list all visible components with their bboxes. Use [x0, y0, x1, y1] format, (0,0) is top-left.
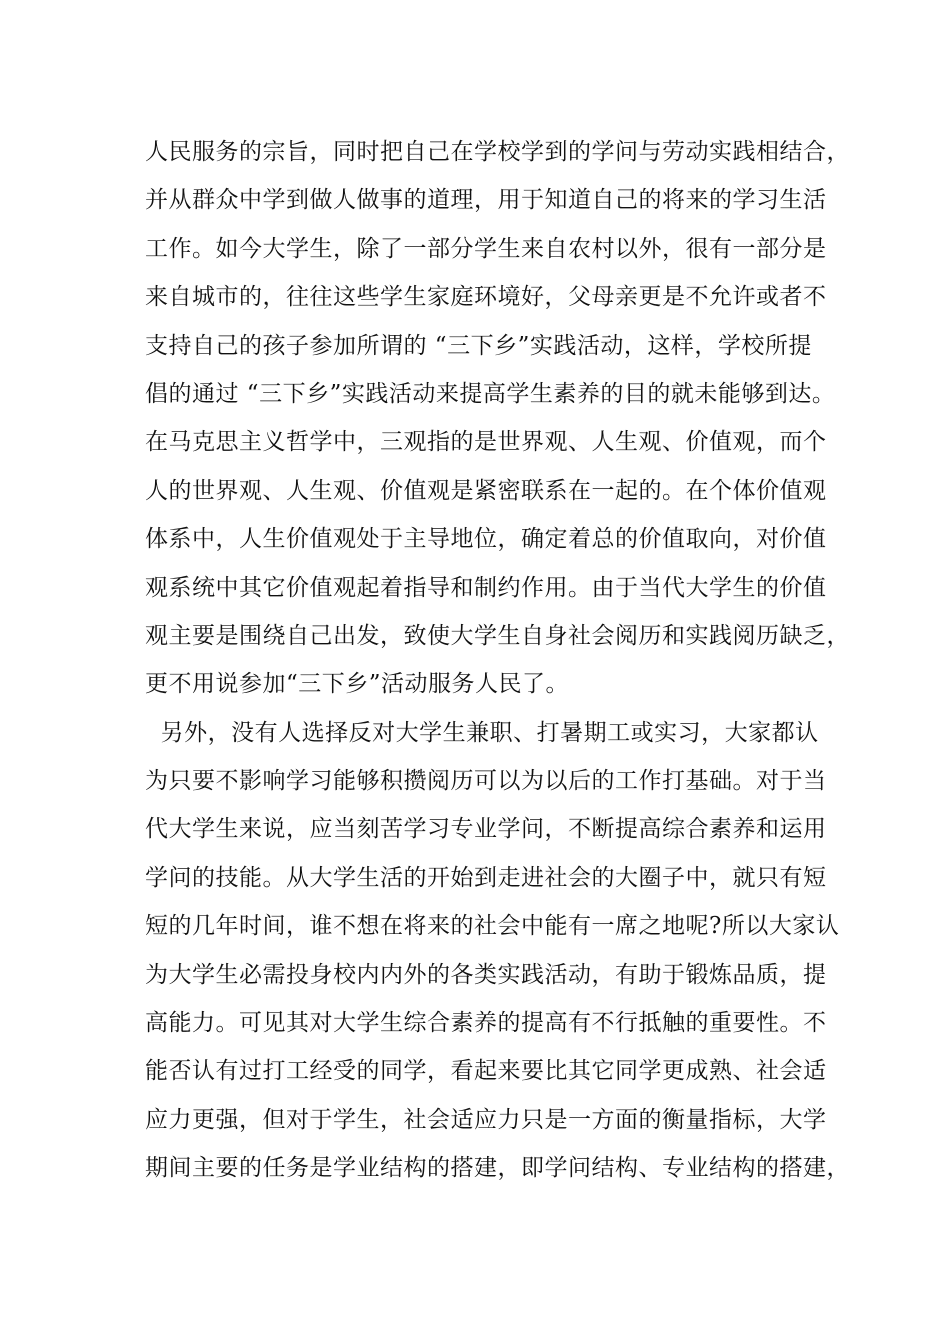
text-line: 为大学生必需投身校内内外的各类实践活动，有助于锻炼品质，提 [145, 961, 827, 988]
text-line: 能否认有过打工经受的同学，看起来要比其它同学更成熟、社会适 [145, 1058, 827, 1085]
text-line: 观主要是围绕自己出发，致使大学生自身社会阅历和实践阅历缺乏， [145, 622, 850, 649]
text-line: 并从群众中学到做人做事的道理，用于知道自己的将来的学习生活 [145, 187, 827, 214]
body-text [145, 128, 850, 1193]
text-line: 倡的通过 “三下乡”实践活动来提高学生素养的目的就未能够到达。 [145, 380, 836, 407]
text-line: 工作。如今大学生，除了一部分学生来自农村以外，很有一部分是 [145, 235, 827, 262]
text-line: 应力更强，但对于学生，社会适应力只是一方面的衡量指标，大学 [145, 1106, 827, 1133]
text-line: 观系统中其它价值观起着指导和制约作用。由于当代大学生的价值 [145, 574, 827, 601]
text-line: 学问的技能。从大学生活的开始到走进社会的大圈子中，就只有短 [145, 864, 827, 891]
text-line: 高能力。可见其对大学生综合素养的提高有不行抵触的重要性。不 [145, 1010, 827, 1037]
text-line: 另外，没有人选择反对大学生兼职、打暑期工或实习，大家都认 [145, 719, 819, 746]
text-line: 期间主要的任务是学业结构的搭建，即学问结构、专业结构的搭建， [145, 1155, 850, 1182]
text-line: 在马克思主义哲学中，三观指的是世界观、人生观、价值观，而个 [145, 429, 827, 456]
text-line: 支持自己的孩子参加所谓的 “三下乡”实践活动，这样，学校所提 [145, 332, 812, 359]
text-line: 人民服务的宗旨，同时把自己在学校学到的学问与劳动实践相结合， [145, 139, 850, 165]
text-line: 体系中，人生价值观处于主导地位，确定着总的价值取向，对价值 [145, 526, 827, 553]
text-line: 更不用说参加“三下乡”活动服务人民了。 [145, 671, 570, 698]
text-line: 人的世界观、人生观、价值观是紧密联系在一起的。在个体价值观 [145, 477, 827, 504]
text-line: 短的几年时间，谁不想在将来的社会中能有一席之地呢?所以大家认 [145, 913, 840, 940]
text-line: 来自城市的，往往这些学生家庭环境好，父母亲更是不允许或者不 [145, 284, 827, 311]
text-line: 为只要不影响学习能够积攒阅历可以为以后的工作打基础。对于当 [145, 768, 827, 795]
text-line: 代大学生来说，应当刻苦学习专业学问，不断提高综合素养和运用 [145, 816, 827, 843]
